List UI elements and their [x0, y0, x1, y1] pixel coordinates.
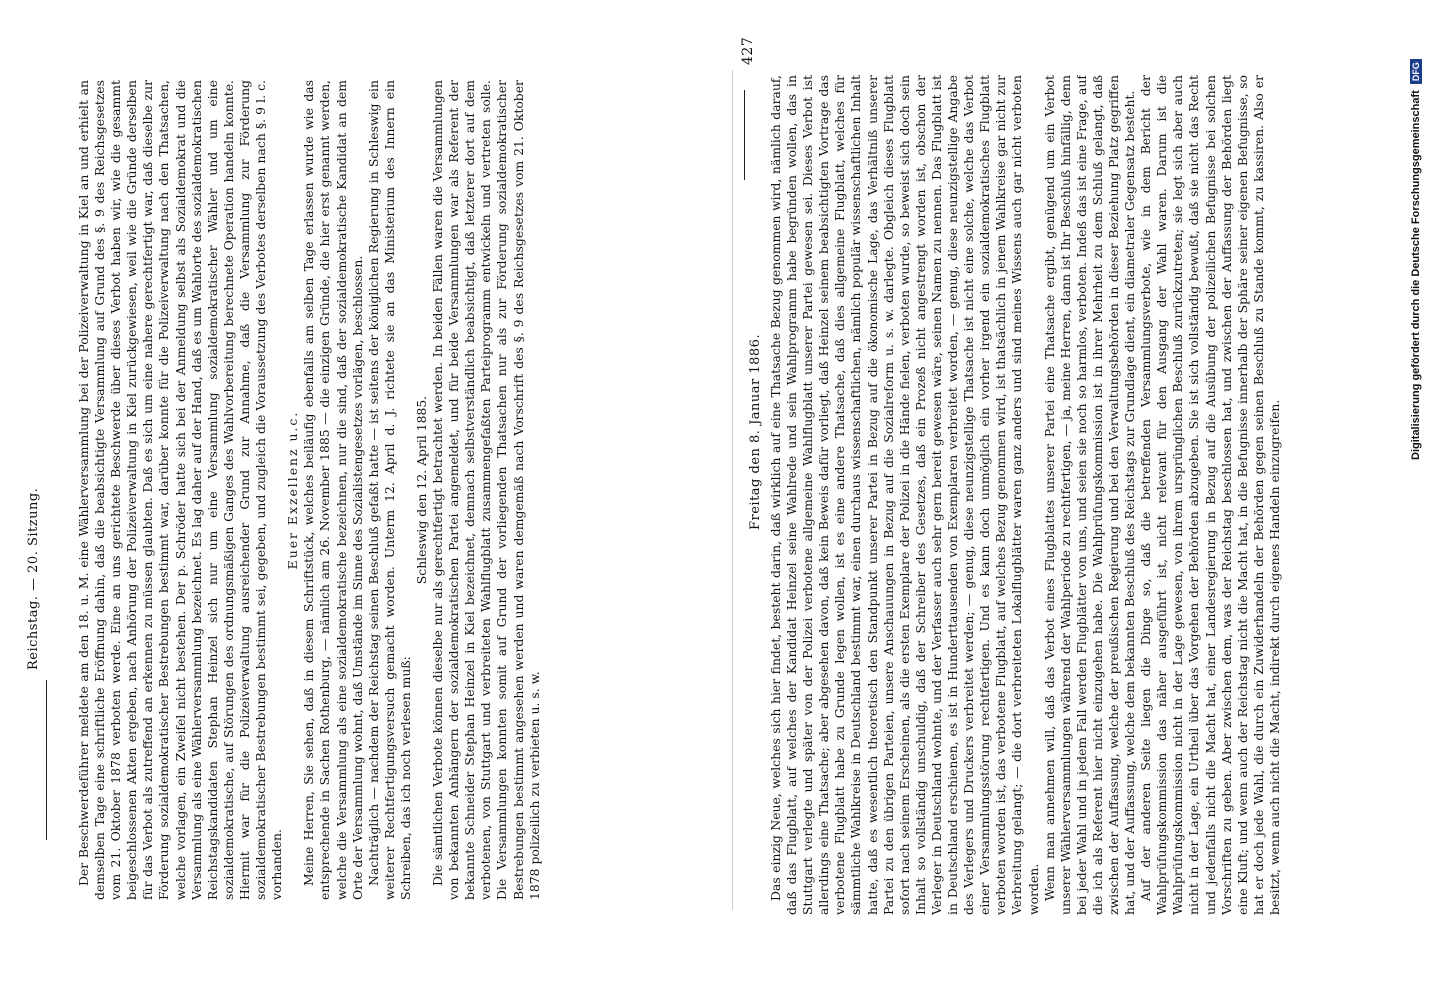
- paragraph: Der Beschwerdeführer meldete am den 18. u. M. eine Wählerversammlung bei der Polizeiverwaltung in Kiel an und erhielt an demselben Tage eine schriftliche Eröffnung dahin, daß die beabsichtigte Versammlung auf Grund des §. 9 des Reichsgesetzes vom 21. Oktober 1878 verboten werde. Eine an uns gerichtete Beschwerde über dieses Verbot haben wir, wie die gesammt beigeschlossenen Akten ergeben, nach Anhörung der Polizeiverwaltung in Kiel zurückgewiesen, weil wie die Gründe derselben für das Verbot als zutreffend an erkennen zu müssen glaubten. Daß es sich um eine nahere gerechtfertigt war, daß dieselbe zur Förderung sozialdemokratischer Bestrebungen bestimmt war, darüber konnte für die Polizeiverwaltung nach den Thatsachen, welche vorlagen, ein Zweifel nicht bestehen. Der p. Schröder hatte sich bei der Anmeldung selbst als Sozialdemokrat und die Versammlung als eine Wählerversammlung bezeichnet. Es lag daher auf der Hand, daß es um Wahlorte des sozialdemokratischen Reichstagskandidaten Stephan Heinzel sich nur um eine Versammlung sozialdemokratischer Wähler und um eine sozialdemokratische, auf Störungen des ordnungsmäßigen Ganges des Wahlvorbereitung berechnete Operation handeln konnte. Hiermit war für die Polizeiverwaltung ausreichender Grund zur Annahme, daß die Versammlung zur Förderung sozialdemokratischer Bestrebungen bestimmt sei, gegeben, und zugleich die Voraussetzung des Verbotes derselben nach §. 9 l. c. vorhanden.: [76, 80, 285, 900]
- header-rule-left: [46, 680, 47, 840]
- left-column: [76, 80, 706, 900]
- paragraph: Das einzig Neue, welches sich hier findet, besteht darin, daß wirklich auf eine Thatsache Bezug genommen wird, nämlich darauf, daß das Flugblatt, auf welches der Kandidat Heinzel seine Wahlrede und sein Wahlprogramm habe begründen wollen, das in Stuttgart verlegte und später von der Polizei verbotene allgemeine Wahlflugblatt unserer Partei gewesen sei. Dieses Verbot ist allerdings eine Thatsache; aber abgesehen davon, daß kein Beweis dafür vorliegt, daß Heinzel seinem beabsichtigten Vortrage das verbotene Flugblatt habe zu Grunde legen wollen, ist es eine andere Thatsache, daß dies allgemeine Flugblatt, welches für sämmtliche Wahlkreise in Deutschland bestimmt war, einen durchaus wissenschaftlichen, nämlich populär wissenschaftlichen Inhalt hatte, daß es wesentlich theoretisch den Standpunkt unserer Partei in Bezug auf die ökonomische Lage, das Verhältniß unserer Partei zu den übrigen Parteien, unsere Anschauungen in Bezug auf die Sozialreform u. s. w. darlegte. Obgleich dieses Flugblatt sofort nach seinem Erscheinen, als die ersten Exemplare der Polizei in die Hände fielen, verboten wurde, so beweist sich doch sein Inhalt so vollständig unschuldig, daß der Schreiber des Gesetzes, daß ein Prozeß nicht angestrengt worden ist, obschon der Verleger in Deutschland wohnte, und der Verfasser auch sehr gern bereit gewesen wäre, seinen Namen zu nennen. Das Flugblatt ist in Deutschland erschienen, es ist in Hunderttausenden von Exemplaren verbreitet worden, — genug, diese neunzigstellige Angabe des Verlegers und Druckers verbreitet werden; — genug, diese neunzigstellige Thatsache ist nicht eine solche, welche das Verbot einer Versammlungsstörung rechtfertigen. Und es kann doch unmöglich ein vorher irgend ein sozialdemokratisches Flugblatt verboten worden ist, das verbotene Flugblatt, auf welches Bezug genommen wird, ist thatsächlich in jenem Wahlkreise gar nicht zur Verbreitung gelangt; — die dort verbreiteten Lokalflugblätter waren ganz anders und sind meines Wissens auch gar nicht verboten worden.: [768, 75, 1041, 915]
- paragraph: Auf der anderen Seite liegen die Dinge so, daß die betreffenden Versammlungsverbote, wie in dem Bericht der Wahlprüfungskommission das näher ausgeführt ist, nicht relevant für den Ausgang der Wahl waren. Darum ist die Wahlprüfungskommission nicht in der Lage gewesen, von ihrem ursprünglichen Beschluß zurückzutreten; sie legt sich aber auch nicht in der Lage, ein Urtheil über das Vorgehen der Behörden abzugeben. Sie ist sich vollständig bewußt, daß sie nicht das Recht und jedenfalls nicht die Macht hat, einer Landesregierung in Bezug auf die Ausübung der polizeilichen Befugnisse bei solchen Vorschriften zu geben. Aber zwischen dem, was der Reichstag beschlossen hat, und zwischen der Auffassung der Behörden liegt eine Kluft; und wenn auch der Reichstag nicht die Macht hat, in die Befugnisse innerhalb der Sphäre seiner eigenen Befugnisse, so hat er doch jede Wahl, die durch ein Zuwiderhandeln der Behörden gegen seinen Beschluß zu Stande kommt, zu kassiren. Also er besitzt, wenn auch nicht die Macht, indirekt durch eigenes Handeln einzugreifen.: [1138, 75, 1282, 915]
- paragraph: Die sämtlichen Verbote können dieselbe nur als gerechtfertigt betrachtet werden. In beiden Fällen waren die Versammlungen von bekannten Anhängern der sozialdemokratischen Partei angemeldet, und für beide Versammlungen war als Referent der bekannte Schneider Stephan Heinzel in Kiel bezeichnet, demnach selbstverständlich beabsichtigt, daß letzterer dort auf dem verbotenen, von Stuttgart und verbreiteten Wahlflugblatt zusammengefaßten Parteiprogramm entwickeln und vertreten solle. Die Versammlungen konnten somit auf Grund der vorliegenden Thatsachen nur als zur Förderung sozialdemokratischer Bestrebungen bestimmt angesehen werden und waren demgemäß nach Vorschrift des §. 9 des Reichsgesetzes vom 21. Oktober 1878 polizeilich zu verbieten u. s. w.: [430, 80, 542, 900]
- header-rule-right: [744, 90, 745, 180]
- paragraph: Wenn man annehmen will, daß das Verbot eines Flugblattes unserer Partei eine Thatsache ergibt, genügend um ein Verbot unserer Wählerversammlungen während der Wahlperiode zu rechtfertigen, — ja, meine Herren, dann ist Ihr Beschluß hinfällig, denn bei jeder Wahl und in jedem Fall werden Flugblätter von uns, und seien sie noch so harmlos, verboten. Indeß das ist eine Frage, auf die ich als Referent hier nicht einzugehen habe. Die Wahlprüfungskommission ist in ihrer Mehrheit zu dem Schluß gelangt, daß zwischen der Auffassung, welche der preußischen Regierung und bei den Verwaltungsbehörden in dieser Beziehung Platz gegriffen hat, und der Auffassung, welche dem bekannten Beschluß des Reichstags zur Grundlage dient, ein diametraler Gegensatz besteht.: [1041, 75, 1138, 915]
- paragraph: Meine Herren, Sie sehen, daß in diesem Schriftstück, welches beiläufig ebenfalls am selben Tage erlassen wurde wie das entsprechende in Sachen Rothenburg, — nämlich am 26. November 1885 — die einzigen Gründe, die hier erst genannt werden, welche die Versammlung als eine sozialdemokratische bezeichnen, nur die sind, daß der sozialdemokratische Kandidat an dem Orte der Versammlung wohnt, daß Umstände im Sinne des Sozialistengesetzes vorlägen, beschlossen.: [301, 80, 365, 900]
- header-right-title: Freitag den 8. Januar 1886.: [748, 333, 763, 530]
- column-divider: [732, 70, 733, 910]
- salutation: Euer Exzellenz u.c.: [285, 410, 301, 570]
- page-number: 427: [740, 36, 756, 65]
- dateline: Schleswig den 12. April 1885.: [413, 395, 429, 585]
- right-column: [768, 75, 1398, 915]
- digitization-credit: [1410, 59, 1422, 460]
- credit-text: Digitalisierung gefördert durch die Deutsche Forschungsgemeinschaft: [1410, 90, 1422, 460]
- dfg-logo: DFG: [1410, 59, 1422, 84]
- header-left-title: Reichstag. — 20. Sitzung.: [26, 487, 41, 670]
- paragraph: Nachträglich — nachdem der Reichstag seinen Beschluß gefaßt hatte — ist seitens der königlichen Regierung in Schleswig ein weiterer Rechtfertigungsversuch gemacht worden. Unterm 12. April d. J. richtete sie an das Ministerium des Innern ein Schreiben, das ich noch verlesen muß:: [365, 80, 413, 900]
